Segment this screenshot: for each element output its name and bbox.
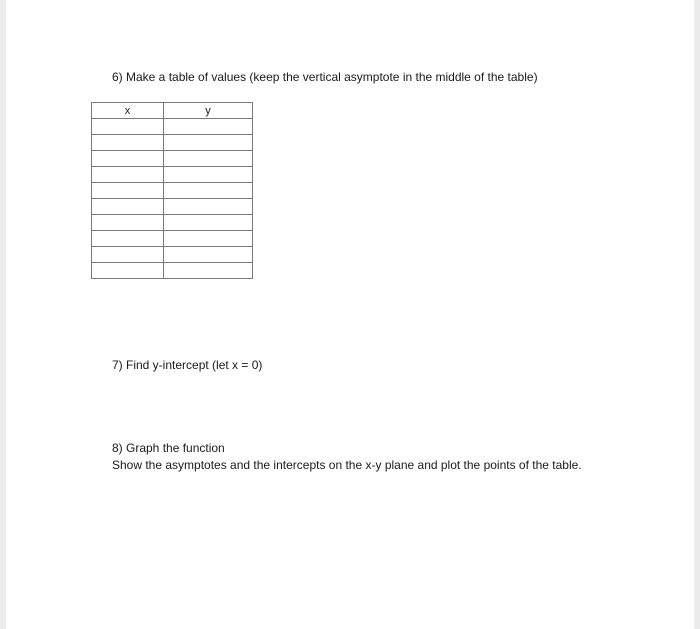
x-cell <box>92 231 164 247</box>
x-cell <box>92 183 164 199</box>
y-cell <box>164 231 253 247</box>
y-cell <box>164 263 253 279</box>
table-row <box>92 183 253 199</box>
table-header-row <box>92 103 253 119</box>
table-row <box>92 135 253 151</box>
table-row <box>92 215 253 231</box>
question-8-detail: Show the asymptotes and the intercepts on the x-y plane and plot the points of the table. <box>112 458 582 472</box>
table-row <box>92 247 253 263</box>
x-cell <box>92 119 164 135</box>
y-cell <box>164 215 253 231</box>
y-cell <box>164 119 253 135</box>
table-row <box>92 263 253 279</box>
table-row <box>92 119 253 135</box>
question-8-title: 8) Graph the function <box>112 441 225 455</box>
question-6: 6) Make a table of values (keep the vertical asymptote in the middle of the table) <box>112 70 538 84</box>
table-of-values <box>91 102 253 279</box>
x-cell <box>92 199 164 215</box>
y-cell <box>164 183 253 199</box>
table-row <box>92 167 253 183</box>
table-row <box>92 231 253 247</box>
y-cell <box>164 167 253 183</box>
x-cell <box>92 215 164 231</box>
x-cell <box>92 247 164 263</box>
x-cell <box>92 135 164 151</box>
y-cell <box>164 199 253 215</box>
x-cell <box>92 167 164 183</box>
question-8 <box>112 440 582 474</box>
x-cell <box>92 263 164 279</box>
table-row <box>92 199 253 215</box>
column-header-x: x <box>92 103 164 119</box>
y-cell <box>164 247 253 263</box>
y-cell <box>164 151 253 167</box>
table-row <box>92 151 253 167</box>
x-cell <box>92 151 164 167</box>
y-cell <box>164 135 253 151</box>
column-header-y: y <box>164 103 253 119</box>
question-7: 7) Find y-intercept (let x = 0) <box>112 358 263 372</box>
